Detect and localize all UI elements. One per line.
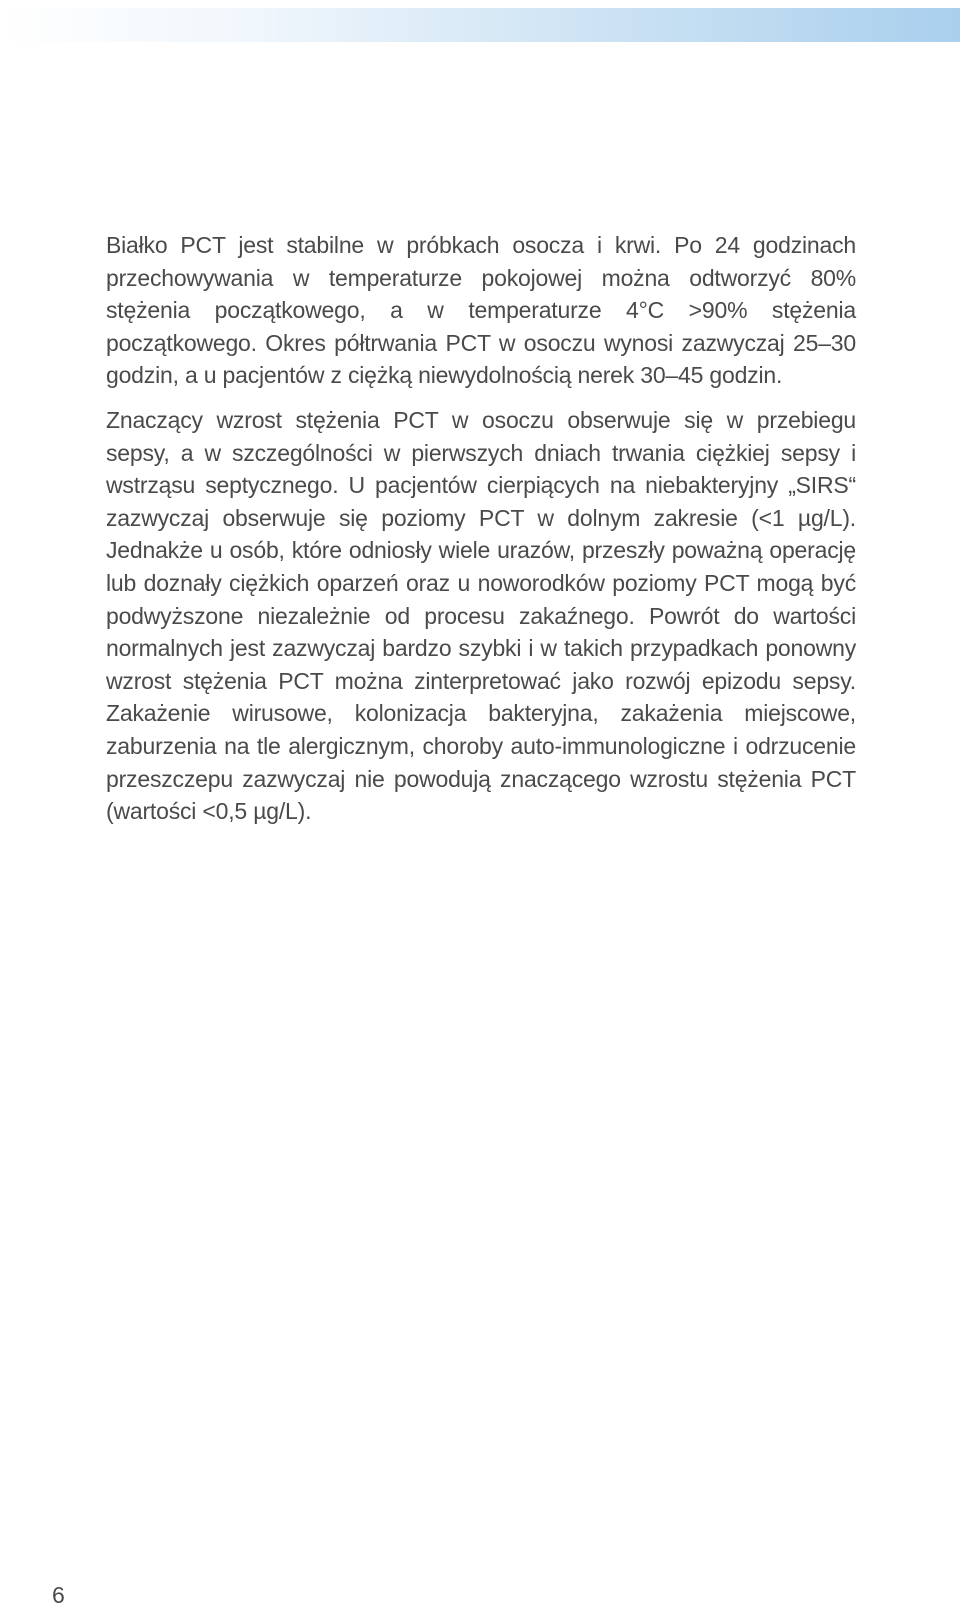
paragraph-sepsis: Znaczący wzrost stężenia PCT w osoczu obserwuje się w przebiegu sepsy, a w szczególności w pierwszych dniach trwania ciężkiej sepsy i wstrząsu septycznego. U pacjentów cierpiących na niebakteryjny „SIRS“ zazwyczaj obserwuje się poziomy PCT w dolnym zakresie (<1 µg/L). Jednakże u osób, które odniosły wiele urazów, przeszły poważną operację lub doznały ciężkich oparzeń oraz u noworodków poziomy PCT mogą być podwyższone niezależnie od procesu zakaźnego. Powrót do wartości normalnych jest zazwyczaj bardzo szybki i w takich przypadkach ponowny wzrost stężenia PCT można zinterpretować jako rozwój epizodu sepsy. Zakażenie wirusowe, kolonizacja bakteryjna, zakażenia miejscowe, zaburzenia na tle alergicznym, choroby auto-immunologiczne i odrzucenie przeszczepu zazwyczaj nie powodują znaczącego wzrostu stężenia PCT (wartości <0,5 µg/L). xyxy=(106,406,856,825)
top-gradient-band xyxy=(0,8,960,42)
page-number: 6 xyxy=(52,1582,65,1608)
document-body xyxy=(106,229,856,828)
paragraph-stability: Białko PCT jest stabilne w próbkach osocza i krwi. Po 24 godzinach przechowywania w temperaturze pokojowej można odtworzyć 80% stężenia początkowego, a w temperaturze 4°C >90% stężenia początkowego. Okres półtrwania PCT w osoczu wynosi zazwyczaj 25–30 godzin, a u pacjentów z ciężką niewydolnością nerek 30–45 godzin. xyxy=(106,232,856,389)
